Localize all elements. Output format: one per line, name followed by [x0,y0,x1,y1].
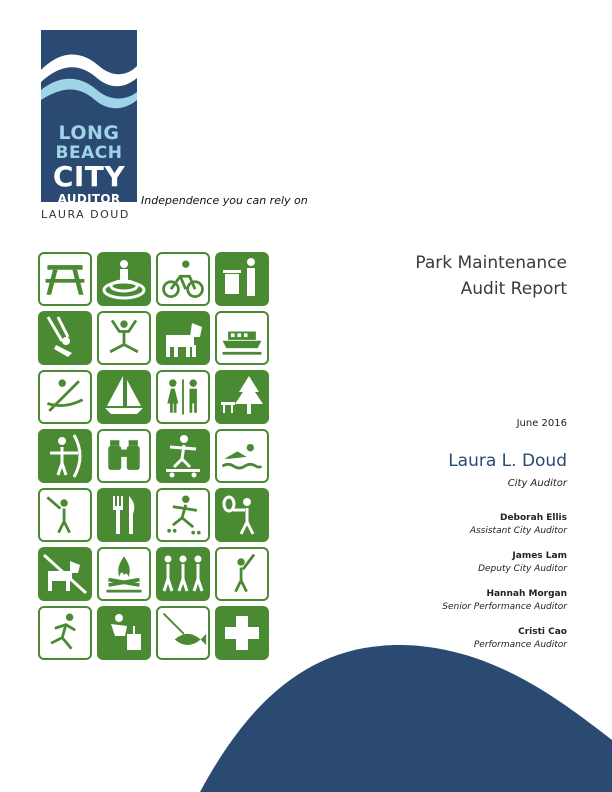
trash-can-icon [215,252,269,306]
picnic-tree-icon [215,370,269,424]
sailboat-icon [97,370,151,424]
sprinkler-fountain-icon [97,252,151,306]
binoculars-icon [97,429,151,483]
logo-tagline: Independence you can rely on [141,194,308,207]
wave-swoosh-icon [41,30,137,130]
logo-text-city: CITY [52,160,126,193]
logo-text-auditor: AUDITOR [57,192,121,206]
staff-member [307,550,567,576]
swing-icon [38,311,92,365]
dining-icon [97,488,151,542]
staff-title: Performance Auditor [473,640,567,650]
picnic-table-icon [38,252,92,306]
logo-text-beach: BEACH [55,143,123,163]
report-title-line1: Park Maintenance [415,253,567,273]
logo-text-long: LONG [58,122,120,144]
exercise-icon [97,311,151,365]
swimming-icon [215,429,269,483]
kayak-icon [38,370,92,424]
skateboard-icon [156,429,210,483]
archery-icon [38,429,92,483]
golf-icon [215,547,269,601]
staff-name: Cristi Cao [518,627,567,637]
staff-name: James Lam [512,551,567,561]
decorative-wave [0,620,612,792]
cycling-icon [156,252,210,306]
hiking-icon [156,547,210,601]
logo-auditor-name: LAURA DOUD [41,208,130,221]
tennis-icon [215,488,269,542]
inline-skate-icon [156,488,210,542]
staff-member [307,588,567,614]
staff-title: Deputy City Auditor [478,564,567,574]
campfire-icon [97,547,151,601]
staff-title: Senior Performance Auditor [442,602,567,612]
dog-icon [156,311,210,365]
no-dogs-icon [38,547,92,601]
staff-member [307,512,567,538]
staff-name: Hannah Morgan [486,589,567,599]
city-auditor-logo [41,30,137,206]
ferry-boat-icon [215,311,269,365]
auditor-title: City Auditor [507,478,567,489]
report-date: June 2016 [516,418,567,429]
baseball-icon [38,488,92,542]
auditor-name: Laura L. Doud [448,451,567,471]
staff-title: Assistant City Auditor [469,526,567,536]
staff-name: Deborah Ellis [499,513,567,523]
restroom-icon [156,370,210,424]
report-title-line2: Audit Report [460,279,567,299]
